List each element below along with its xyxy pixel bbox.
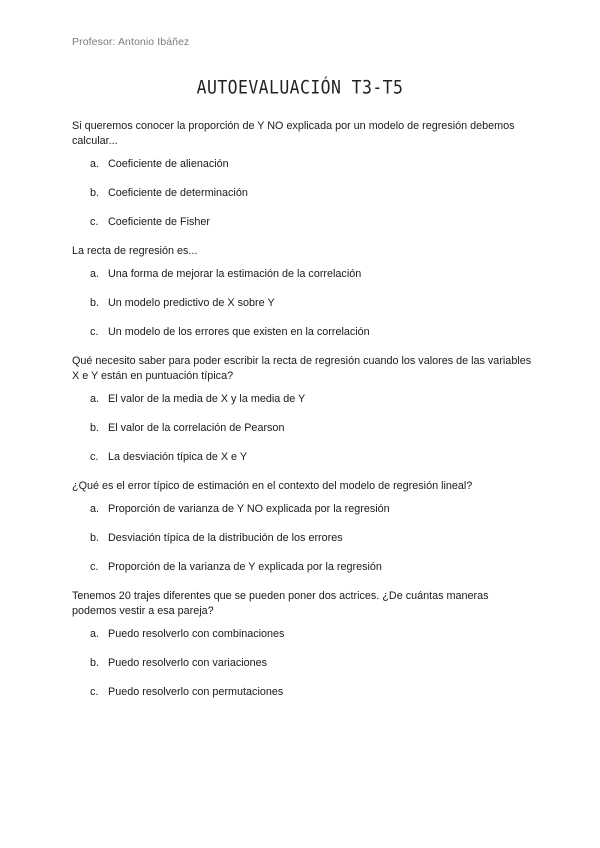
option-letter: b. <box>90 297 100 309</box>
option-letter: b. <box>90 422 100 434</box>
professor-header: Profesor: Antonio Ibáñez <box>72 36 190 48</box>
option-text: Un modelo de los errores que existen en la correlación <box>108 326 370 338</box>
option-letter: b. <box>90 187 100 199</box>
question-text: ¿Qué es el error típico de estimación en el contexto del modelo de regresión lineal? <box>72 480 473 492</box>
option-text: Proporción de la varianza de Y explicada por la regresión <box>108 561 382 573</box>
option-text: Puedo resolverlo con variaciones <box>108 657 268 669</box>
question-block-1 <box>72 119 532 230</box>
question-block-4 <box>72 479 532 575</box>
questions-container <box>72 119 532 714</box>
option-letter: a. <box>90 503 100 515</box>
question-text: Si queremos conocer la proporción de Y NO explicada por un modelo de regresión debemos calcular... <box>72 120 515 147</box>
option-b <box>72 296 532 311</box>
option-a <box>72 627 532 642</box>
option-letter: b. <box>90 657 100 669</box>
option-b <box>72 421 532 436</box>
option-text: Una forma de mejorar la estimación de la correlación <box>108 268 362 280</box>
option-a <box>72 502 532 517</box>
option-c <box>72 685 532 700</box>
page-title: AUTOEVALUACIÓN T3-T5 <box>196 76 404 99</box>
option-text: Desviación típica de la distribución de los errores <box>108 532 343 544</box>
option-text: Coeficiente de alienación <box>108 158 229 170</box>
option-letter: a. <box>90 628 100 640</box>
option-b <box>72 531 532 546</box>
option-letter: a. <box>90 268 100 280</box>
option-letter: c. <box>90 216 99 228</box>
option-text: Puedo resolverlo con combinaciones <box>108 628 285 640</box>
option-text: Proporción de varianza de Y NO explicada por la regresión <box>108 503 390 515</box>
option-a <box>72 157 532 172</box>
option-letter: b. <box>90 532 100 544</box>
question-block-5 <box>72 589 532 700</box>
option-letter: a. <box>90 158 100 170</box>
option-b <box>72 186 532 201</box>
options-list <box>72 392 532 465</box>
option-letter: c. <box>90 561 99 573</box>
option-text: Puedo resolverlo con permutaciones <box>108 686 284 698</box>
option-letter: c. <box>90 686 99 698</box>
option-c <box>72 450 532 465</box>
option-c <box>72 215 532 230</box>
option-text: Coeficiente de Fisher <box>108 216 211 228</box>
option-a <box>72 392 532 407</box>
question-block-3 <box>72 354 532 465</box>
question-text: Tenemos 20 trajes diferentes que se pueden poner dos actrices. ¿De cuántas maneras podemos vestir a esa pareja? <box>72 590 489 617</box>
question-text: La recta de regresión es... <box>72 245 198 257</box>
question-block-2 <box>72 244 532 340</box>
option-letter: a. <box>90 393 100 405</box>
option-text: Coeficiente de determinación <box>108 187 248 199</box>
option-text: Un modelo predictivo de X sobre Y <box>108 297 275 309</box>
question-text: Qué necesito saber para poder escribir la recta de regresión cuando los valores de las variables X e Y están en puntuación típica? <box>72 355 532 382</box>
options-list <box>72 502 532 575</box>
option-text: El valor de la correlación de Pearson <box>108 422 285 434</box>
option-c <box>72 325 532 340</box>
option-c <box>72 560 532 575</box>
option-text: El valor de la media de X y la media de Y <box>108 393 306 405</box>
option-letter: c. <box>90 451 99 463</box>
option-letter: c. <box>90 326 99 338</box>
options-list <box>72 267 532 340</box>
options-list <box>72 627 532 700</box>
option-text: La desviación típica de X e Y <box>108 451 248 463</box>
options-list <box>72 157 532 230</box>
option-a <box>72 267 532 282</box>
option-b <box>72 656 532 671</box>
